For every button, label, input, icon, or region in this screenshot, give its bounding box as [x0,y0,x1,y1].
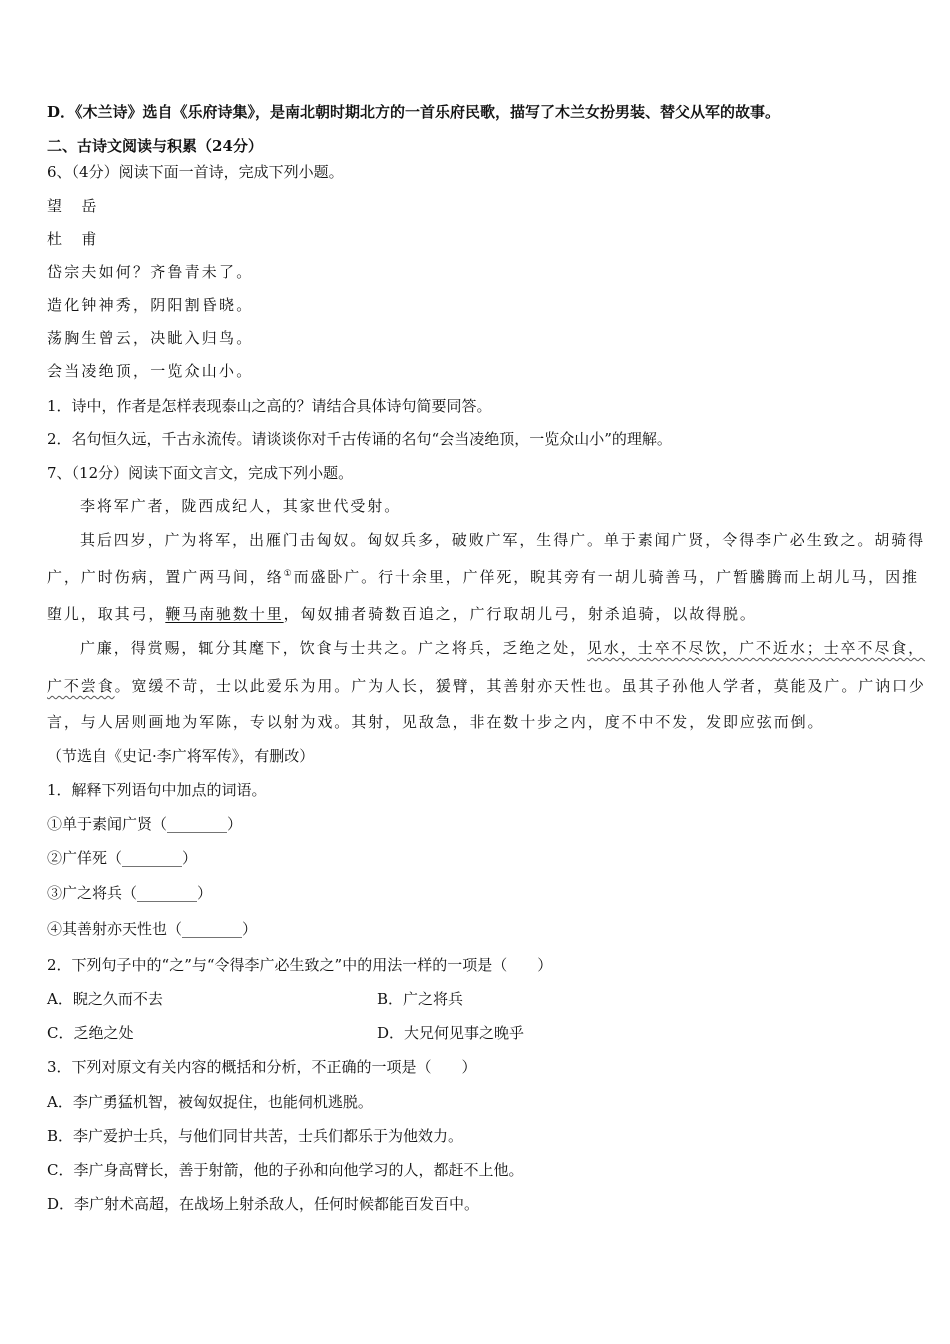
poem-line-3: 荡胸生曾云，决眦入归鸟。 [47,329,254,347]
choice-a: A．李广勇猛机智，被匈奴捉住，也能伺机逃脱。 [47,1093,373,1111]
choice-d: D．李广射术高超，在战场上射杀敌人，任何时候都能百发百中。 [47,1195,480,1213]
passage-text: 堕儿，取其弓， [47,605,166,623]
blank-item-4: ④其善射亦天性也（________） [47,920,258,938]
passage-p2-line-2 [47,567,919,587]
wavy-underlined-phrase: 见水，士卒不尽饮，广不近水；士卒不尽食， [587,639,926,657]
option-d: D．大兄何见事之晚乎 [377,1024,525,1042]
blank-item-2: ②广佯死（________） [47,849,198,867]
poem-line-1: 岱宗夫如何？齐鲁青未了。 [47,263,254,281]
choice-c: C．李广身高臂长，善于射箭，他的子孙和向他学习的人，都赶不上他。 [47,1161,524,1179]
blank-item-3: ③广之将兵（________） [47,884,213,902]
passage-p3-line-1 [80,638,925,658]
option-a: A．睨之久而不去 [47,990,163,1008]
passage-p2-line-3 [47,604,757,624]
poem-line-4: 会当凌绝顶，一览众山小。 [47,362,254,380]
passage-text: 。宽缓不苛，士以此爱乐为用。广为人长，猨臂，其善射亦天性也。虽其子孙他人学者，莫能及广。广讷口少 [114,677,926,695]
passage-p2-line-1: 其后四岁，广为将军，出雁门击匈奴。匈奴兵多，破败广军，生得广。单于素闻广贤，令得李广必生致之。胡骑得 [80,531,926,549]
wavy-underlined-phrase: 广不尝食 [47,677,115,695]
poem-line-2: 造化钟神秀，阴阳割昏晓。 [47,296,254,314]
passage-paragraph-1: 李将军广者，陇西成纪人，其家世代受射。 [80,497,402,515]
question-7-3: 3．下列对原文有关内容的概括和分析，不正确的一项是（ ） [47,1058,477,1076]
passage-p3-line-3: 言，与人居则画地为军陈，专以射为戏。其射，见敌急，非在数十步之内，度不中不发，发即应弦而倒。 [47,713,825,731]
passage-p3-line-2 [47,676,926,696]
question-7-prompt: 7、（12分）阅读下面文言文，完成下列小题。 [47,464,354,482]
option-row-ab [47,989,163,1009]
passage-text: 广，广时伤病，置广两马间，络 [47,568,284,586]
question-7-2: 2．下列句子中的“之”与“令得李广必生致之”中的用法一样的一项是（ ） [47,956,553,974]
question-6-prompt: 6、（4分）阅读下面一首诗，完成下列小题。 [47,163,344,181]
choice-b: B．李广爱护士兵，与他们同甘共苦，士兵们都乐于为他效力。 [47,1127,464,1145]
option-d-mulan: D．《木兰诗》选自《乐府诗集》，是南北朝时期北方的一首乐府民歌，描写了木兰女扮男装、替父从军的故事。 [47,103,781,121]
question-7-1: 1．解释下列语句中加点的词语。 [47,781,267,799]
option-b: B．广之将兵 [377,990,464,1008]
passage-text: 广廉，得赏赐，辄分其麾下，饮食与士共之。广之将兵，乏绝之处， [80,639,588,657]
blank-item-1: ①单于素闻广贤（________） [47,815,243,833]
footnote-marker: ① [283,569,294,579]
passage-text: ，匈奴捕者骑数百追之，广行取胡儿弓，射杀追骑，以故得脱。 [283,605,757,623]
question-6-1: 1．诗中，作者是怎样表现泰山之高的？请结合具体诗句简要同答。 [47,397,492,415]
option-c: C．乏绝之处 [47,1024,134,1042]
question-6-2: 2．名句恒久远，千古永流传。请谈谈你对千古传诵的名句“会当凌绝顶，一览众山小”的理解。 [47,430,672,448]
underlined-phrase: 鞭马南驰数十里 [165,605,284,623]
poem-author: 杜 甫 [47,230,99,248]
poem-title: 望 岳 [47,197,99,215]
passage-text: 而盛卧广。行十余里，广佯死，睨其旁有一胡儿骑善马，广暂騰腾而上胡儿马，因推 [293,568,919,586]
passage-source: （节选自《史记·李广将军传》，有删改） [47,747,315,765]
section-2-heading: 二、古诗文阅读与积累（24分） [47,137,263,155]
